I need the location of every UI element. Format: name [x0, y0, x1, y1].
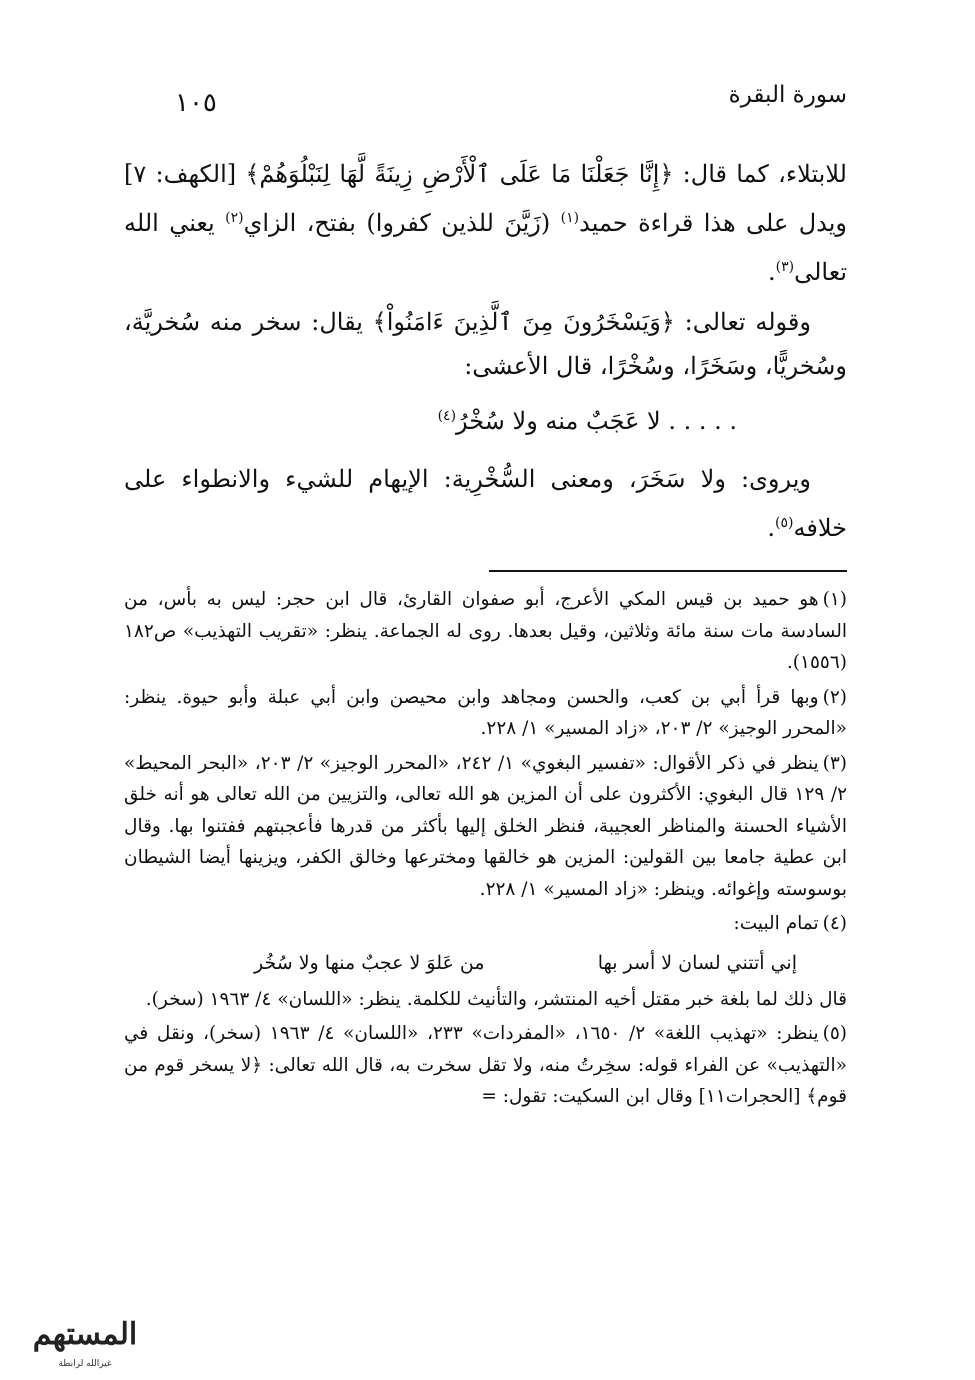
logo-text: المستهم — [32, 1317, 138, 1352]
paragraph-1 — [124, 152, 847, 294]
footnote-3-text: ينظر في ذكر الأقوال: «تفسير البغوي» ١/ ٢٤٢، «المحرر الوجيز» ٢/ ٢٠٣، «البحر المحيط» ٢/ ١٢٩ قال البغوي: الأكثرون على أن المزين هو الله تعالى، والتزيين من الله تعالى هو أنه خلق الأشياء الحسنة والمناظر العجيبة، فنظر الخلق إليها بأكثر من قدرها فأعجبتهم ففتنوا بها. وقال ابن عطية جامعا بين القولين: المزين هو خالقها ومخترعها وخالق الكفر، ويزينها أيضا الشيطان بوسوسته وإغوائه. وينظر: «زاد المسير» ١/ ٢٢٨. — [124, 752, 847, 900]
footnote-ref-1: (١) — [560, 210, 580, 226]
poetry-verse — [124, 394, 847, 443]
footnote-2-text: وبها قرأ أبي بن كعب، والحسن ومجاهد وابن محيصن وابن أبي عبلة وأبو حيوة. ينظر: «المحرر الوجيز» ٢/ ٢٠٣، «زاد المسير» ١/ ٢٢٨. — [124, 686, 847, 739]
footnote-4 — [124, 908, 847, 940]
paragraph-1-text: للابتلاء، كما قال: ﴿إِنَّا جَعَلْنَا مَا عَلَى ٱلْأَرْضِ زِينَةً لَّهَا لِنَبْلُوَهُمْ﴾ [الكهف: ٧] ويدل على هذا قراءة حميد — [124, 160, 847, 237]
footnote-ref-2: (٢) — [225, 210, 244, 226]
footnote-1 — [124, 584, 847, 679]
footnote-2 — [124, 682, 847, 745]
page-header — [175, 82, 847, 122]
footnote-5-number: (٥) — [822, 1023, 847, 1044]
footnote-3 — [124, 748, 847, 906]
paragraph-1-text-c: يعني الله تعالى — [124, 209, 847, 286]
paragraph-3-text: ويروى: ولا سَخَرَ، ومعنى السُّخْرِية: الإيهام للشيء والانطواء على خلافه — [124, 465, 847, 542]
paragraph-1-end: . — [768, 258, 776, 286]
paragraph-3 — [124, 457, 847, 550]
paragraph-1-text-b: (زَيَّنَ للذين كفروا) بفتح، الزاي — [243, 209, 561, 237]
footnote-4-text: تمام البيت: — [733, 913, 819, 934]
poetry-verse-text: . . . . . لا عَجَبٌ منه ولا سُخْرُ — [456, 407, 737, 435]
footnote-ref-5: (٥) — [775, 515, 794, 531]
page-number: ١٠٥ — [175, 88, 217, 118]
surah-title: سورة البقرة — [728, 82, 847, 108]
footnote-ref-4: (٤) — [437, 408, 457, 424]
footnote-1-text: هو حميد بن قيس المكي الأعرج، أبو صفوان القارئ، قال ابن حجر: ليس به بأس، من السادسة مات سنة مائة وثلاثين، وقيل بعدها. روى له الجماعة. ينظر: «تقريب التهذيب» ص١٨٢ (١٥٥٦). — [124, 589, 847, 673]
footnote-3-number: (٣) — [822, 752, 847, 774]
footnote-ref-3: (٣) — [775, 259, 795, 275]
footnote-1-number: (١) — [822, 589, 847, 610]
footnote-4-continuation: قال ذلك لما بلغة خبر مقتل أخيه المنتشر، والتأنيث للكلمة. ينظر: «اللسان» ٤/ ١٩٦٣ (سخر). — [145, 988, 847, 1010]
footnote-5 — [124, 1018, 847, 1113]
paragraph-3-end: . — [767, 514, 776, 542]
footnote-5-text: ينظر: «تهذيب اللغة» ٢/ ١٦٥٠، «المفردات» ٢٣٣، «اللسان» ٤/ ١٩٦٣ (سخر)، ونقل في «التهذيب» عن الفراء قوله: سخِرتُ منه، ولا تقل سخرت به، قال الله تعالى: ﴿لا يسخر قوم من قوم﴾ [الحجرات١١] وقال ابن السكيت: تقول: = — [124, 1023, 847, 1107]
footnotes — [124, 584, 847, 1116]
poem-hemistich-first: إني أتتني لسان لا أسر بها — [597, 951, 797, 974]
footnote-separator — [489, 570, 847, 572]
paragraph-2: وقوله تعالى: ﴿وَيَسْخَرُونَ مِنَ ٱلَّذِينَ ءَامَنُواْ﴾ يقال: سخر منه سُخريَّة، وسُخريًّا، وسَخَرًا، وسُخْرًا، قال الأعشى: — [124, 308, 847, 380]
footnote-4-poem — [124, 946, 847, 980]
publisher-logo — [10, 1308, 160, 1372]
footnote-2-number: (٢) — [822, 686, 847, 708]
poem-hemistich-second: من عَلوَ لا عجبٌ منها ولا سُخُر — [254, 951, 485, 974]
logo-subtext: غيرالله لرابطة — [58, 1359, 112, 1369]
main-text — [124, 152, 847, 556]
footnote-4-number: (٤) — [822, 913, 847, 934]
